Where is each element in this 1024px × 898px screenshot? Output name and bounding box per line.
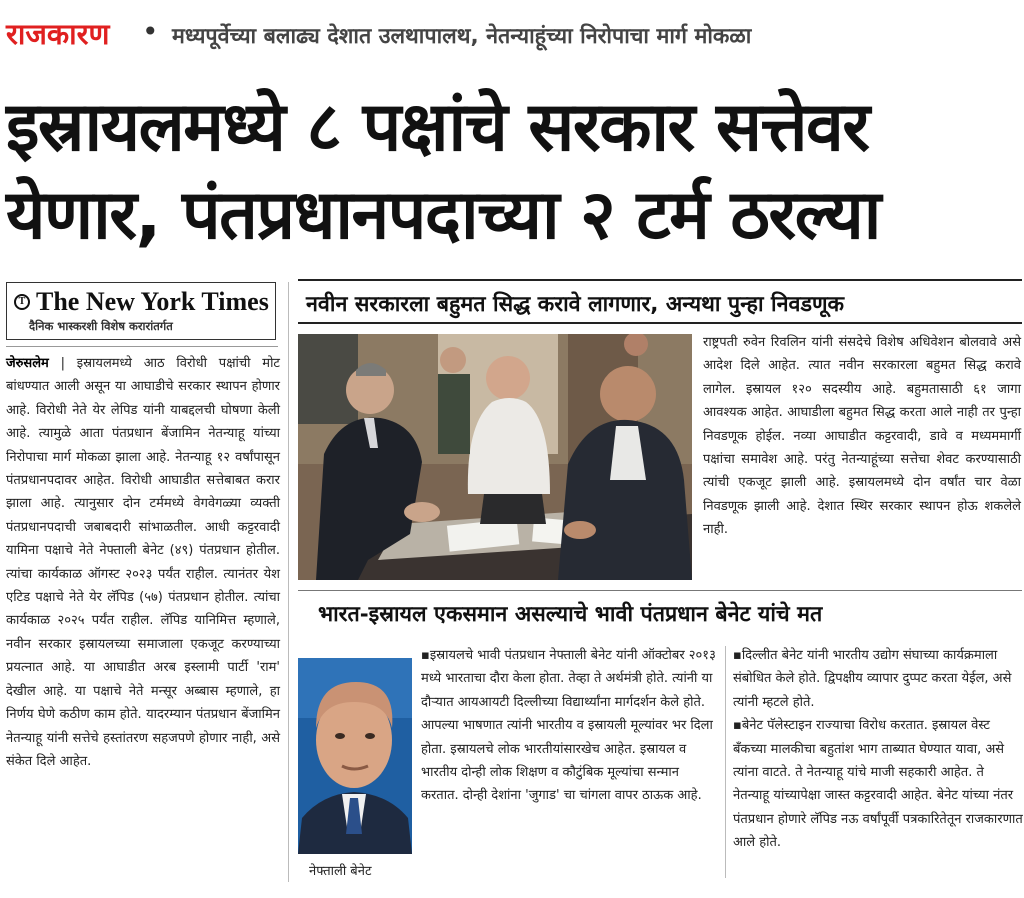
- sub-headline-1: नवीन सरकारला बहुमत सिद्ध करावे लागणार, अन्यथा पुन्हा निवडणूक: [306, 292, 845, 317]
- dateline: जेरुसलेम: [6, 356, 49, 371]
- divider: [6, 346, 278, 347]
- bullet-item: [733, 644, 1023, 714]
- divider: [298, 279, 1022, 281]
- nyt-emblem-icon: T: [14, 294, 30, 310]
- bullet-text: इस्रायलचे भावी पंतप्रधान नेफ्ताली बेनेट यांनी ऑक्टोबर २०१३ मध्ये भारताचा दौरा केला होता. तेव्हा ते अर्थमंत्री होते. त्यांनी या दौऱ्यात आयआयटी दिल्लीच्या विद्यार्थ्यांना मार्गदर्शन केले होते. आपल्या भाषणात त्यांनी भारतीय व इस्रायली मूल्यांवर भर दिला होता. इस्रायलचे लोक भारतीयांसारखेच आहेत. इस्रायल व भारतीय दोन्ही लोक शिक्षण व कौटुंबिक मूल्यांचा सन्मान करतात. दोन्ही देशांना 'जुगाड' चा चांगला वापर ठाऊक आहे.: [421, 648, 716, 804]
- bennett-portrait-image: [298, 658, 412, 854]
- divider: [725, 646, 726, 878]
- divider: [298, 322, 1022, 324]
- nyt-logo: [14, 287, 269, 317]
- section-label: राजकारण: [6, 17, 110, 51]
- meeting-photo-image: [298, 334, 692, 580]
- kicker-line: मध्यपूर्वेच्या बलाढ्य देशात उलथापालथ, नेतन्याहूंच्या निरोपाचा मार्ग मोकळा: [172, 24, 752, 49]
- bullet-square-icon: ▪: [421, 648, 430, 663]
- bullet-item: [733, 714, 1023, 854]
- divider: [288, 282, 289, 882]
- bullet-text: दिल्लीत बेनेट यांनी भारतीय उद्योग संघाच्या कार्यक्रमाला संबोधित केले होते. द्विपक्षीय व्यापार दुप्पट करता येईल, असे त्यांनी म्हटले होते.: [733, 648, 1012, 710]
- bennett-story-col2: [733, 644, 1023, 855]
- bullet-item: [421, 644, 719, 808]
- main-story-body: जेरुसलेम | इस्रायलमध्ये आठ विरोधी पक्षांची मोट बांधण्यात आली असून या आघाडीचे सरकार स्थापन होणार आहे. विरोधी नेते येर लेपिड यांनी याबद्दलची घोषणा केली आहे. त्यामुळे आता पंतप्रधान बेंजामिन नेतन्याहू यांच्या निरोपाचा मार्ग मोकळा झाला आहे. नेतन्याहू १२ वर्षांपासून पंतप्रधानपदावर आहेत. विरोधी आघाडीत सत्तेबाबत करार झाला आहे. त्यानुसार दोन टर्ममध्ये वेगवेगळ्या व्यक्ती पंतप्रधानपदाची जबाबदारी सांभाळतील. आधी कट्टरवादी यामिना पक्षाचे नेते नेफ्ताली बेनेट (४९) पंतप्रधान होतील. त्यांचा कार्यकाळ ऑगस्ट २०२३ पर्यंत राहील. त्यानंतर येश एटिड पक्षाचे नेते येर लॅपिड (५७) पंतप्रधान होतील. त्यांचा कार्यकाळ २०२५ पर्यंत राहील. लॅपिड यानिमित्त म्हणाले, नवीन सरकार इस्रायलच्या समाजाला एकजूट करण्याच्या प्रयत्नात आहे. या आघाडीत अरब इस्लामी पार्टी 'राम' देखील आहे. या पक्षाचे नेते मन्सूर अब्बास म्हणाले, हा निर्णय घेणे कठीण काम होते. यादरम्यान पंतप्रधान बेंजामिन नेतन्याहू यांनी सत्तेचे हस्तांतरण सहजपणे होणार नाही, असे संकेत दिले आहेत.: [6, 356, 280, 769]
- nyt-logo-text: The New York Times: [36, 287, 269, 316]
- portrait-caption: नेफ्ताली बेनेट: [309, 864, 372, 879]
- sub-headline-2: भारत-इस्रायल एकसमान असल्याचे भावी पंतप्रधान बेनेट यांचे मत: [318, 602, 823, 627]
- meeting-photo: [298, 334, 692, 580]
- bullet-square-icon: ▪: [733, 648, 742, 663]
- headline-line-1: इस्रायलमध्ये ८ पक्षांचे सरकार सत्तेवर: [6, 88, 869, 167]
- separator-dot-icon: •: [142, 15, 159, 48]
- nyt-credit-box: [6, 282, 276, 340]
- bullet-square-icon: ▪: [733, 718, 742, 734]
- nyt-subtitle: दैनिक भास्करशी विशेष करारांतर्गत: [29, 319, 173, 333]
- main-story-text: इस्रायलमध्ये आठ विरोधी पक्षांची मोट बांधण्यात आली असून या आघाडीचे सरकार स्थापन होणार आहे. विरोधी नेते येर लेपिड यांनी याबद्दलची घोषणा केली आहे. त्यामुळे आता पंतप्रधान बेंजामिन नेतन्याहू यांच्या निरोपाचा मार्ग मोकळा झाला आहे. नेतन्याहू १२ वर्षांपासून पंतप्रधानपदावर आहेत. विरोधी आघाडीत सत्तेबाबत करार झाला आहे. त्यानुसार दोन टर्ममध्ये वेगवेगळ्या व्यक्ती पंतप्रधानपदाची जबाबदारी सांभाळतील. आधी कट्टरवादी यामिना पक्षाचे नेते नेफ्ताली बेनेट (४९) पंतप्रधान होतील. त्यांचा कार्यकाळ ऑगस्ट २०२३ पर्यंत राहील. त्यानंतर येश एटिड पक्षाचे नेते येर लॅपिड (५७) पंतप्रधान होतील. त्यांचा कार्यकाळ २०२५ पर्यंत राहील. लॅपिड यानिमित्त म्हणाले, नवीन सरकार इस्रायलच्या समाजाला एकजूट करण्याच्या प्रयत्नात आहे. या आघाडीत अरब इस्लामी पार्टी 'राम' देखील आहे. या पक्षाचे नेते मन्सूर अब्बास म्हणाले, हा निर्णय घेणे कठीण काम होते. यादरम्यान पंतप्रधान बेंजामिन नेतन्याहू यांनी सत्तेचे हस्तांतरण सहजपणे होणार नाही, असे संकेत दिले आहेत.: [6, 356, 280, 769]
- bennett-story-col1: [421, 644, 719, 808]
- bullet-text: बेनेट पॅलेस्टाइन राज्याचा विरोध करतात. इस्रायल वेस्ट बँकच्या मालकीचा बहुतांश भाग ताब्यात घेण्यात यावा, असे त्यांना वाटते. ते नेतन्याहू यांचे माजी सहकारी आहेत. ते नेतन्याहू यांच्यापेक्षा जास्त कट्टरवादी आहेत. बेनेट यांच्या नंतर पंतप्रधान होणारे लॅपिड नऊ वर्षांपूर्वी पत्रकारितेतून राजकारणात आले होते.: [733, 718, 1023, 851]
- main-story-continued: राष्ट्रपती रुवेन रिवलिन यांनी संसदेचे विशेष अधिवेशन बोलवावे असे आदेश दिले आहेत. त्यात नवीन सरकारला बहुमत सिद्ध करावे लागेल. इस्रायल १२० सदस्यीय आहे. बहुमतासाठी ६१ जागा आवश्यक आहेत. आघाडीला बहुमत सिद्ध करता आले नाही तर पुन्हा निवडणूक होईल. नव्या आघाडीत कट्टरवादी, डावे व मध्यममार्गी पक्षांचा समावेश आहे. परंतु नेतन्याहूंच्या सत्तेचा शेवट करण्यासाठी त्यांची एकजूट झाली आहे. इस्रायलमध्ये दोन वर्षांत चार वेळा निवडणूक झाली आहे. देशात स्थिर सरकार स्थापन होऊ शकलेले नाही.: [703, 335, 1021, 538]
- bennett-portrait: [298, 658, 412, 854]
- headline-line-2: येणार, पंतप्रधानपदाच्या २ टर्म ठरल्या: [6, 176, 880, 255]
- divider: [298, 590, 1022, 591]
